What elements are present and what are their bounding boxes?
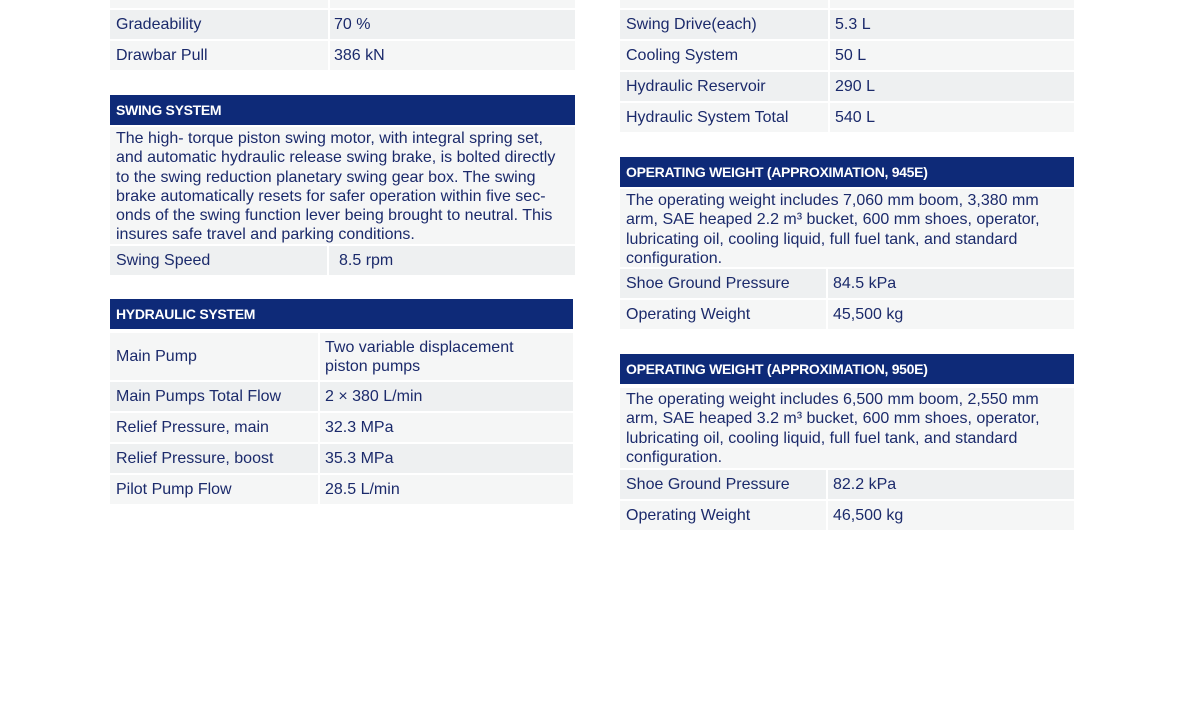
row-label: Gradeability (116, 16, 202, 33)
section-header-operating-weight-945e: OPERATING WEIGHT (APPROXIMATION, 945E) (620, 157, 1074, 187)
row-label: Relief Pressure, main (116, 419, 269, 436)
row-value: 28.5 L/min (325, 481, 400, 498)
row-value: 84.5 kPa (833, 275, 897, 292)
row-label: Shoe Ground Pressure (626, 476, 790, 493)
table-row-shoe-ground-pressure-945e (620, 269, 1074, 300)
section-header-operating-weight-950e: OPERATING WEIGHT (APPROXIMATION, 950E) (620, 354, 1074, 384)
row-label: Main Pumps Total Flow (116, 388, 282, 405)
table-row-swing-drive (620, 10, 1074, 41)
row-value: 2 × 380 L/min (325, 388, 423, 405)
row-value: 5.3 L (835, 16, 871, 33)
table-row-shoe-ground-pressure-950e (620, 470, 1074, 501)
table-row-cutoff (620, 0, 1074, 10)
row-label: Swing Drive(each) (626, 16, 757, 33)
row-value: 386 kN (334, 47, 385, 64)
operating-weight-950e-description: The operating weight includes 6,500 mm boom, 2,550 mm arm, SAE heaped 3.2 m³ bucket, 600 mm shoes, operator, lubricating oil, cooling liquid, full fuel tank, and standard configuration. (620, 388, 1074, 470)
table-row-cutoff (110, 0, 575, 10)
table-row-operating-weight-950e (620, 501, 1074, 532)
row-value: 46,500 kg (833, 507, 904, 524)
row-label: Drawbar Pull (116, 47, 208, 64)
table-row-gradeability (110, 10, 575, 41)
row-label: Main Pump (116, 348, 197, 365)
table-row-cooling-system (620, 41, 1074, 72)
row-label: Shoe Ground Pressure (626, 275, 790, 292)
row-value: 82.2 kPa (833, 476, 897, 493)
row-value: 540 L (835, 109, 876, 126)
table-row-main-pump (110, 333, 573, 382)
row-value: 45,500 kg (833, 306, 904, 323)
row-label: Hydraulic Reservoir (626, 78, 766, 95)
row-label: Operating Weight (626, 306, 751, 323)
table-row-hydraulic-reservoir (620, 72, 1074, 103)
operating-weight-945e-description: The operating weight includes 7,060 mm boom, 3,380 mm arm, SAE heaped 2.2 m³ bucket, 600 mm shoes, operator, lubricating oil, cooling liquid, full fuel tank, and standard configuration. (620, 189, 1074, 269)
row-value: 8.5 rpm (339, 252, 394, 269)
row-value: 32.3 MPa (325, 419, 394, 436)
row-value: 70 % (334, 16, 371, 33)
left-column (110, 0, 575, 706)
row-label: Relief Pressure, boost (116, 450, 274, 467)
table-row-operating-weight-945e (620, 300, 1074, 331)
table-row-relief-pressure-boost (110, 444, 573, 475)
table-row-relief-pressure-main (110, 413, 573, 444)
row-label: Pilot Pump Flow (116, 481, 232, 498)
row-label: Cooling System (626, 47, 739, 64)
row-label: Hydraulic System Total (626, 109, 789, 126)
section-header-hydraulic-system: HYDRAULIC SYSTEM (110, 299, 573, 329)
right-column (620, 0, 1074, 706)
row-value: 35.3 MPa (325, 450, 394, 467)
table-row-main-pumps-total-flow (110, 382, 573, 413)
row-value: 50 L (835, 47, 867, 64)
swing-system-description: The high- torque piston swing motor, with integral spring set, and automatic hydraulic release swing brake, is bolted directly to the swing reduction planetary swing gear box. The swing brake automatically resets for safer operation within five sec-onds of the swing function lever being brought to neutral. This insures safe travel and parking conditions. (110, 127, 575, 246)
row-value: Two variable displacement piston pumps (325, 338, 514, 375)
table-row-drawbar-pull (110, 41, 575, 72)
table-row-pilot-pump-flow (110, 475, 573, 506)
table-row-swing-speed (110, 246, 575, 277)
table-row-hydraulic-system-total (620, 103, 1074, 134)
row-label: Operating Weight (626, 507, 751, 524)
row-label: Swing Speed (116, 252, 211, 269)
section-header-swing-system: SWING SYSTEM (110, 95, 575, 125)
row-value: 290 L (835, 78, 876, 95)
